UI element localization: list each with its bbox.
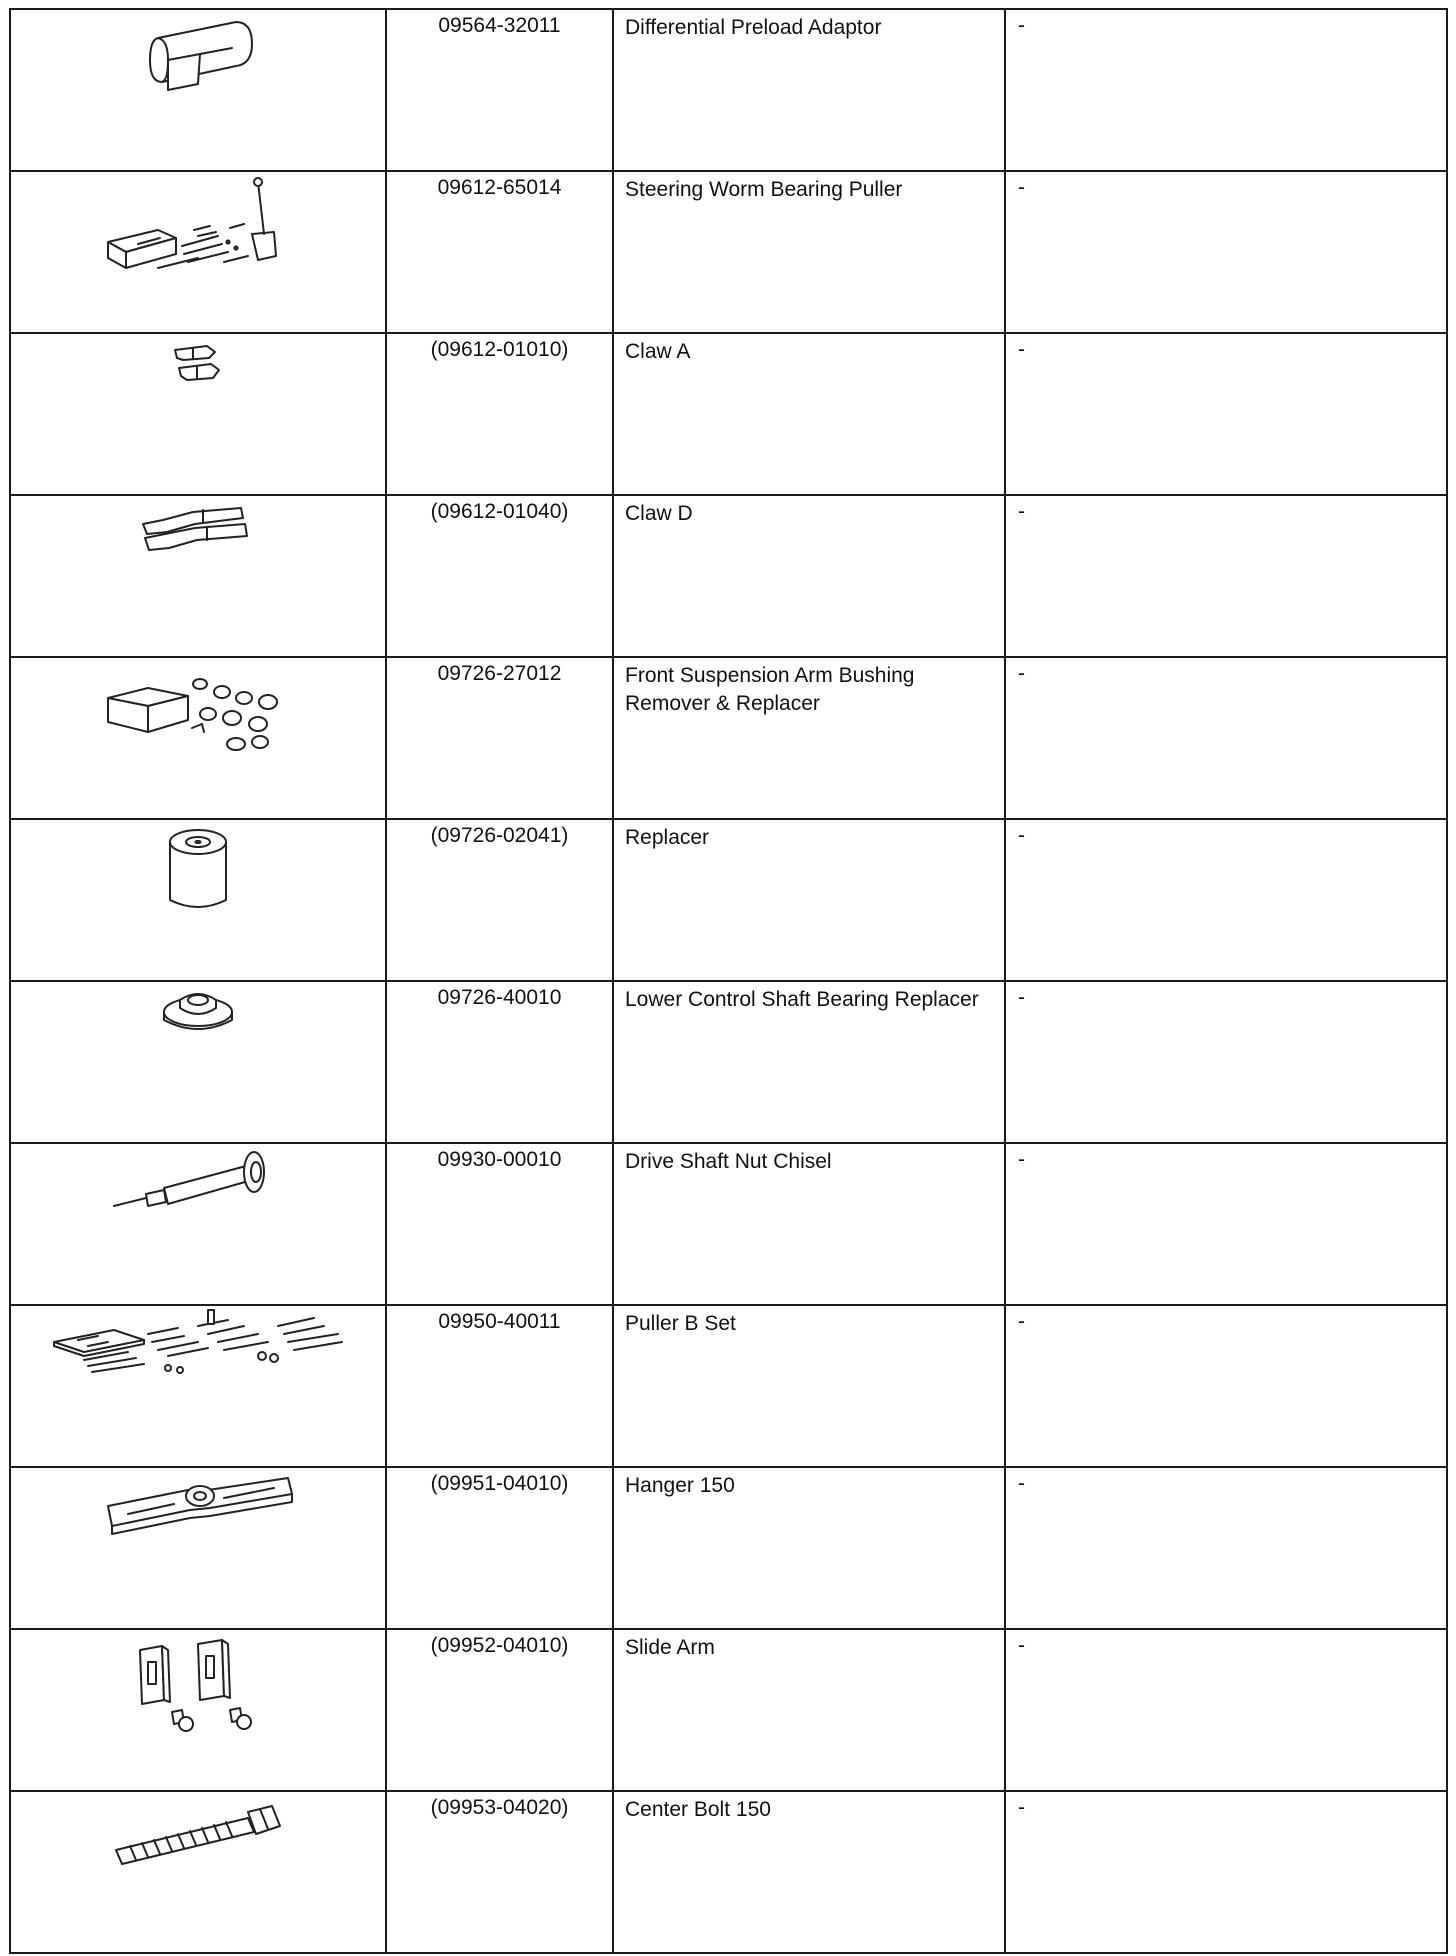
replacer-cup-icon <box>158 820 238 920</box>
table-row <box>10 171 1447 333</box>
table-row <box>10 819 1447 981</box>
tool-note: - <box>1005 1143 1447 1305</box>
table-row <box>10 9 1447 171</box>
tool-note: - <box>1005 981 1447 1143</box>
claw-d-icon <box>133 496 263 566</box>
table-row <box>10 657 1447 819</box>
part-number: (09612-01040) <box>386 495 613 657</box>
tool-name: Steering Worm Bearing Puller <box>613 171 1005 333</box>
tool-note: - <box>1005 333 1447 495</box>
tool-illustration-cell <box>10 333 386 495</box>
table-row <box>10 1143 1447 1305</box>
part-number: 09930-00010 <box>386 1143 613 1305</box>
part-number: 09950-40011 <box>386 1305 613 1467</box>
tool-illustration-cell <box>10 1629 386 1791</box>
part-number: 09726-40010 <box>386 981 613 1143</box>
table-row <box>10 1629 1447 1791</box>
tool-illustration-cell <box>10 1467 386 1629</box>
tool-name: Center Bolt 150 <box>613 1791 1005 1953</box>
puller-b-set-icon <box>48 1306 348 1386</box>
tool-note: - <box>1005 1467 1447 1629</box>
tool-name: Replacer <box>613 819 1005 981</box>
bushing-remover-set-icon <box>98 658 298 758</box>
tool-name: Differential Preload Adaptor <box>613 9 1005 171</box>
tool-illustration-cell <box>10 1143 386 1305</box>
tool-note: - <box>1005 171 1447 333</box>
tool-note: - <box>1005 1629 1447 1791</box>
claw-a-icon <box>163 334 233 394</box>
center-bolt-icon <box>108 1792 288 1872</box>
tool-name: Drive Shaft Nut Chisel <box>613 1143 1005 1305</box>
tool-note: - <box>1005 1305 1447 1467</box>
part-number: 09726-27012 <box>386 657 613 819</box>
tool-name: Claw D <box>613 495 1005 657</box>
bearing-puller-set-icon <box>98 172 298 292</box>
hanger-icon <box>98 1468 298 1548</box>
bearing-replacer-ring-icon <box>158 982 238 1042</box>
table-row <box>10 1791 1447 1953</box>
tool-note: - <box>1005 1791 1447 1953</box>
tool-note: - <box>1005 819 1447 981</box>
part-number: 09612-65014 <box>386 171 613 333</box>
chisel-icon <box>108 1144 288 1224</box>
tool-name: Lower Control Shaft Bearing Replacer <box>613 981 1005 1143</box>
tool-illustration-cell <box>10 981 386 1143</box>
part-number: (09726-02041) <box>386 819 613 981</box>
tool-name: Slide Arm <box>613 1629 1005 1791</box>
tool-illustration-cell <box>10 1305 386 1467</box>
tool-note: - <box>1005 657 1447 819</box>
table-row <box>10 495 1447 657</box>
tool-name: Claw A <box>613 333 1005 495</box>
tool-illustration-cell <box>10 495 386 657</box>
tool-note: - <box>1005 9 1447 171</box>
special-service-tools-table <box>9 8 1448 1954</box>
tool-illustration-cell <box>10 657 386 819</box>
tool-illustration-cell <box>10 1791 386 1953</box>
part-number: (09952-04010) <box>386 1629 613 1791</box>
part-number: 09564-32011 <box>386 9 613 171</box>
tool-name: Hanger 150 <box>613 1467 1005 1629</box>
part-number: (09951-04010) <box>386 1467 613 1629</box>
table-row <box>10 1305 1447 1467</box>
tool-illustration-cell <box>10 171 386 333</box>
tool-note: - <box>1005 495 1447 657</box>
tool-illustration-cell <box>10 9 386 171</box>
tool-illustration-cell <box>10 819 386 981</box>
tool-name: Puller B Set <box>613 1305 1005 1467</box>
slide-arm-icon <box>128 1630 268 1740</box>
part-number: (09612-01010) <box>386 333 613 495</box>
tool-name: Front Suspension Arm Bushing Remover & Replacer <box>613 657 1005 819</box>
table-row <box>10 1467 1447 1629</box>
table-row <box>10 333 1447 495</box>
preload-adaptor-icon <box>128 10 268 100</box>
part-number: (09953-04020) <box>386 1791 613 1953</box>
table-row <box>10 981 1447 1143</box>
